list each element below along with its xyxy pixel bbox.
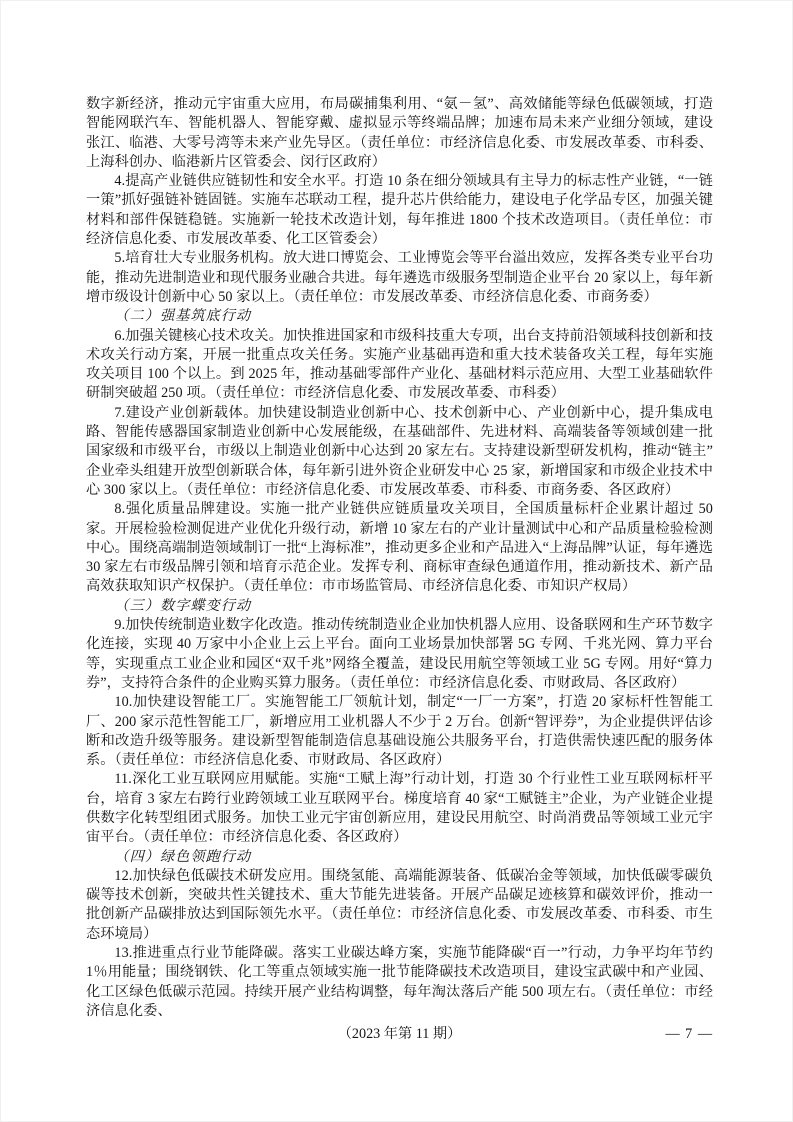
paragraph-continuation: 数字新经济，推动元宇宙重大应用，布局碳捕集利用、“氨－氢”、高效储能等绿色低碳领域，打造智能网联汽车、智能机器人、智能穿戴、虚拟显示等终端品牌；加速布局未来产业细分领域，建设张江、临港、大零号湾等未来产业先导区。（责任单位：市经济信息化委、市发展改革委、市科委、上海科创办、临港新片区管委会、闵行区政府） — [86, 96, 713, 170]
footer-page-number: — 7 — — [665, 1023, 713, 1045]
section-heading-4: （四）绿色领跑行动 — [114, 848, 252, 865]
section-heading-2: （二）强基筑底行动 — [114, 308, 252, 325]
page-footer — [86, 1023, 713, 1045]
paragraph-item-6: 6.加强关键核心技术攻关。加快推进国家和市级科技重大专项，出台支持前沿领域科技创新和技术攻关行动方案，开展一批重点攻关任务。实施产业基础再造和重大技术装备攻关工程，每年实施攻关项目 100 个以上。到 2025 年，推动基础零部件产业化、基础材料示范应用、大型工业基础软件研制突破超 250 项。（责任单位：市经济信息化委、市发展改革委、市科委） — [86, 327, 713, 402]
paragraph-item-13: 13.推进重点行业节能降碳。落实工业碳达峰方案，实施节能降碳“百一”行动，力争平均年节约 1％用能量；围绕钢铁、化工等重点领域实施一批节能降碳技术改造项目，建设宝武碳中和产业园、化工区绿色低碳示范园。持续开展产业结构调整，每年淘汰落后产能 500 项左右。（责任单位：市经济信息化委、 — [86, 945, 713, 1019]
paragraph-item-8: 8.强化质量品牌建设。实施一批产业链供应链质量攻关项目，全国质量标杆企业累计超过 50 家。开展检验检测促进产业优化升级行动，新增 10 家左右的产业计量测试中心和产品质量检验检测中心。围绕高端制造领域制订一批“上海标准”，推动更多企业和产品进入“上海品牌”认证，每年遴选 30 家左右市级品牌引领和培育示范企业。发挥专利、商标审查绿色通道作用，推动新技术、新产品高效获取知识产权保护。（责任单位：市市场监管局、市经济信息化委、市知识产权局） — [86, 501, 713, 595]
footer-issue-label: （2023 年第 11 期） — [337, 1026, 462, 1042]
document-body — [86, 95, 713, 1021]
section-heading-3: （三）数字蝶变行动 — [114, 597, 252, 614]
paragraph-item-10: 10.加快建设智能工厂。实施智能工厂领航计划，制定“一厂一方案”，打造 20 家标杆性智能工厂、200 家示范性智能工厂，新增应用工业机器人不少于 2 万台。创新“智评券”，为企业提供评估诊断和改造升级等服务。建设新型智能制造信息基础设施公共服务平台，打造供需快速匹配的服务体系。（责任单位：市经济信息化委、市财政局、各区政府） — [86, 694, 713, 769]
paragraph-item-7: 7.建设产业创新载体。加快建设制造业创新中心、技术创新中心、产业创新中心，提升集成电路、智能传感器国家制造业创新中心发展能级，在基础部件、先进材料、高端装备等领域创建一批国家级和市级平台，市级以上制造业创新中心达到 20 家左右。支持建设新型研发机构，推动“链主”企业牵头组建开放型创新联合体，每年新引进外资企业研发中心 25 家，新增国家和市级企业技术中心 300 家以上。（责任单位：市经济信息化委、市发展改革委、市科委、市商务委、各区政府） — [86, 404, 713, 498]
paragraph-item-12: 12.加快绿色低碳技术研发应用。围绕氢能、高端能源装备、低碳冶金等领域，加快低碳零碳负碳等技术创新，突破共性关键技术、重大节能先进装备。开展产品碳足迹核算和碳效评价，推动一批创新产品碳排放达到国际领先水平。（责任单位：市经济信息化委、市发展改革委、市科委、市生态环境局） — [86, 867, 713, 942]
paragraph-item-5: 5.培育壮大专业服务机构。放大进口博览会、工业博览会等平台溢出效应，发挥各类专业平台功能，推动先进制造业和现代服务业融合共进。每年遴选市级服务型制造企业平台 20 家以上，每年新增市级设计创新中心 50 家以上。（责任单位：市发展改革委、市经济信息化委、市商务委） — [86, 250, 713, 305]
paragraph-item-9: 9.加快传统制造业数字化改造。推动传统制造业企业加快机器人应用、设备联网和生产环节数字化连接，实现 40 万家中小企业上云上平台。面向工业场景加快部署 5G 专网、千兆光网、算力平台等，实现重点工业企业和园区“双千兆”网络全覆盖，建设民用航空等领域工业 5G 专网。用好“算力券”，支持符合条件的企业购买算力服务。（责任单位：市经济信息化委、市财政局、各区政府） — [86, 617, 713, 691]
paragraph-item-11: 11.深化工业互联网应用赋能。实施“工赋上海”行动计划，打造 30 个行业性工业互联网标杆平台，培育 3 家左右跨行业跨领域工业互联网平台。梯度培育 40 家“工赋链主”企业，为产业链企业提供数字化转型组团式服务。加快工业元宇宙创新应用，建设民用航空、时尚消费品等领域工业元宇宙平台。（责任单位：市经济信息化委、各区政府） — [86, 771, 713, 846]
paragraph-item-4: 4.提高产业链供应链韧性和安全水平。打造 10 条在细分领域具有主导力的标志性产业链，“一链一策”抓好强链补链固链。实施车芯联动工程，提升芯片供给能力，建设电子化学品专区，加强关键材料和部件保链稳链。实施新一轮技术改造计划，每年推进 1800 个技术改造项目。（责任单位：市经济信息化委、市发展改革委、化工区管委会） — [86, 173, 713, 248]
